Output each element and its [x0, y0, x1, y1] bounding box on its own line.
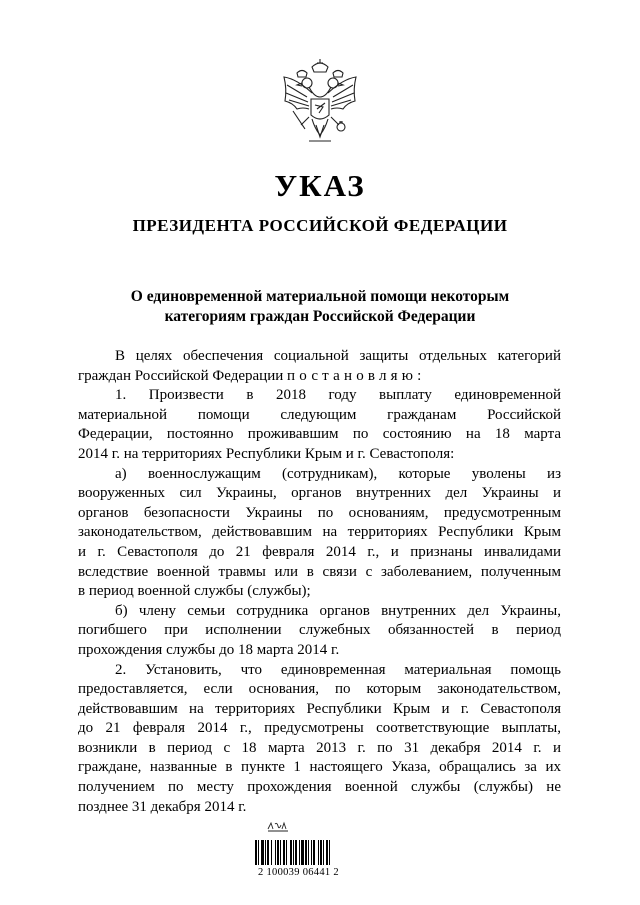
body-line: получением по месту прохождения военной службы (службы) не	[78, 779, 561, 796]
decree-heading-line: категориям граждан Российской Федерации	[164, 308, 476, 325]
handwritten-initials-mark	[266, 820, 290, 832]
body-line: действовавшим на территориях Республики Крым и г. Севастополя	[78, 700, 561, 717]
barcode-bar	[326, 840, 328, 865]
body-line: 1. Произвести в 2018 году выплату единовременной	[115, 387, 561, 404]
body-line	[78, 367, 561, 387]
barcode-bar	[267, 840, 269, 865]
body-line: позднее 31 декабря 2014 г.	[78, 798, 247, 815]
barcode-bar	[301, 840, 304, 865]
barcode-bar	[275, 840, 276, 865]
barcode-bar	[295, 840, 297, 865]
barcode-bar	[320, 840, 322, 865]
body-line: вследствие военной травмы или в связи с заболеванием, полученным	[78, 563, 561, 580]
body-line: В целях обеспечения социальной защиты отдельных категорий	[115, 348, 561, 364]
decree-body	[78, 347, 561, 817]
body-line: прохождения службы до 18 марта 2014 г.	[78, 641, 340, 658]
barcode-bar	[286, 840, 287, 865]
barcode-bar	[261, 840, 264, 865]
barcode-bar	[329, 840, 330, 865]
barcode-bar	[299, 840, 300, 865]
body-line: и г. Севастополя до 21 февраля 2014 г., и признаны инвалидами	[78, 543, 561, 560]
barcode-bar	[280, 840, 281, 865]
barcode-bar	[293, 840, 294, 865]
barcode-bar	[290, 840, 292, 865]
document-subtitle: ПРЕЗИДЕНТА РОССИЙСКОЙ ФЕДЕРАЦИИ	[132, 216, 508, 235]
barcode	[255, 840, 382, 865]
body-line: органов безопасности Украины по основаниям, предусмотренным	[78, 504, 561, 521]
body-line: погибшего при исполнении служебных обязанностей в период	[78, 622, 561, 639]
barcode-bar	[308, 840, 309, 865]
barcode-bar	[271, 840, 272, 865]
barcode-bar	[318, 840, 319, 865]
body-line: предоставляется, если основания, по которым законодательством,	[78, 681, 561, 698]
body-line: Федерации, постоянно проживавшим по состоянию на 18 марта	[78, 426, 561, 443]
decree-heading	[90, 287, 550, 327]
body-line: а) военнослужащим (сотрудникам), которые уволены из	[115, 465, 561, 482]
barcode-bar	[255, 840, 257, 865]
body-line: законодательством, действовавшим на территориях Республики Крым	[78, 524, 561, 541]
coat-of-arms-emblem	[279, 57, 361, 149]
body-line-text: граждан Российской Федерации	[78, 367, 284, 384]
body-line: в период военной службы (службы);	[78, 583, 311, 600]
document-title: УКАЗ	[274, 168, 366, 203]
barcode-bar	[258, 840, 259, 865]
barcode-bar	[305, 840, 307, 865]
body-line: до 21 февраля 2014 г., предусмотрены соответствующие выплаты,	[78, 720, 561, 737]
barcode-number: 2 100039 06441 2	[258, 867, 339, 878]
body-line: 2014 г. на территориях Республики Крым и г. Севастополя:	[78, 445, 455, 462]
barcode-bar	[283, 840, 285, 865]
body-line: 2. Установить, что единовременная материальная помощь	[115, 661, 561, 678]
barcode-bar	[323, 840, 324, 865]
barcode-bar	[313, 840, 315, 865]
body-line: граждане, названные в пункте 1 настоящего Указа, обращались за их	[78, 759, 561, 776]
body-line: вооруженных сил Украины, органов внутренних дел Украины и	[78, 485, 561, 502]
decree-heading-line: О единовременной материальной помощи некоторым	[130, 288, 510, 305]
body-line: возникли в период с 18 марта 2013 г. по 31 декабря 2014 г. и	[78, 739, 561, 756]
barcode-bar	[277, 840, 279, 865]
resolution-word: постановляю:	[287, 367, 426, 384]
body-line: б) члену семьи сотрудника органов внутренних дел Украины,	[115, 602, 561, 619]
barcode-bar	[311, 840, 312, 865]
body-line: материальной помощи следующим гражданам Российской	[78, 406, 561, 423]
barcode-bar	[265, 840, 266, 865]
